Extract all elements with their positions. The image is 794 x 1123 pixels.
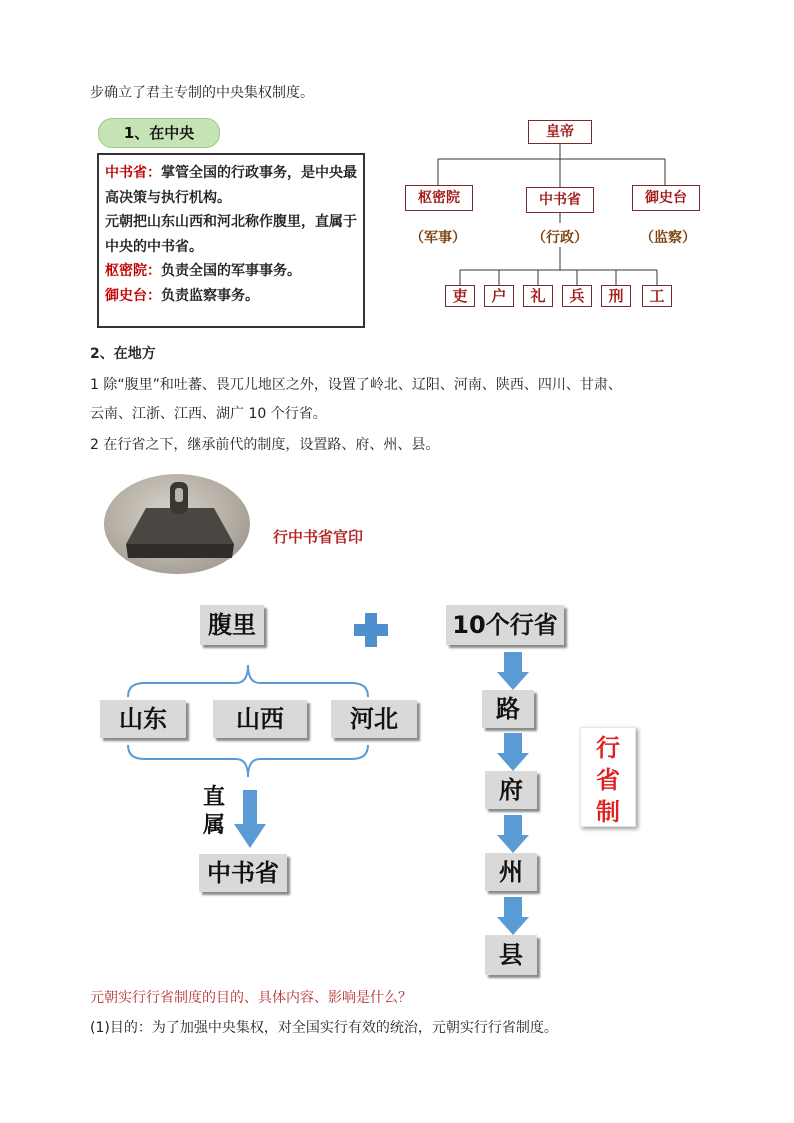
ministry-box: 吏 [445,285,475,307]
seal-caption: 行中书省官印 [273,528,364,546]
local-point1-line1: 1 除“腹里”和吐蕃、畏兀儿地区之外，设置了岭北、辽阳、河南、陕西、四川、甘肃、 [90,377,622,393]
ministry-box: 礼 [523,285,553,307]
direct-label-2: 属 [203,813,226,838]
ministry-box: 兵 [562,285,592,307]
down-arrow-icon [496,897,530,937]
xingsheng-char-1: 行 [596,734,620,762]
yushi-term: 御史台： [105,287,161,304]
level-box: 州 [485,853,537,891]
ten-provinces-box: 10个行省 [446,605,564,645]
branch-box-zhongshu: 中书省 [526,187,594,213]
down-arrow-icon [496,815,530,855]
level-box: 县 [485,935,537,975]
central-heading-pill: 1、在中央 [98,118,220,148]
down-arrow-icon [496,652,530,692]
branch-box-yushi: 御史台 [632,185,700,211]
branch-role-supervision: （监察） [640,230,696,246]
plus-icon [352,611,390,649]
local-point1-line2: 云南、江浙、江西、湖广 10 个行省。 [90,406,327,422]
intro-line: 步确立了君主专制的中央集权制度。 [90,85,314,101]
central-definition-box [97,153,365,328]
zhongshu-term: 中书省： [105,165,161,181]
shumi-definition [105,259,357,284]
down-arrow-icon [496,733,530,773]
level-box: 路 [482,690,534,728]
emperor-box: 皇帝 [528,120,592,144]
shumi-term: 枢密院： [105,263,161,279]
ministry-box: 刑 [601,285,631,307]
question-line: 元朝实行行省制度的目的、具体内容、影响是什么？ [90,990,412,1006]
yushi-definition [105,284,357,309]
level-box: 府 [485,771,537,809]
province-box: 河北 [331,700,417,738]
ministry-box: 户 [484,285,514,307]
local-heading: 2、在地方 [90,346,156,362]
local-point2: 2 在行省之下，继承前代的制度，设置路、府、州、县。 [90,437,440,453]
answer-line-1: (1)目的：为了加强中央集权，对全国实行有效的统治，元朝实行行省制度。 [90,1020,558,1036]
ministry-box: 工 [642,285,672,307]
shumi-desc: 负责全国的军事事务。 [161,263,301,279]
province-box: 山东 [100,700,186,738]
zhongshu-definition [105,161,357,210]
branch-role-admin: （行政） [532,230,588,246]
org-chart [380,115,700,315]
zhongshu-desc: 掌管全国的行政事务，是中央最高决策与执行机构。 [105,165,357,206]
fuli-note: 元朝把山东山西和河北称作腹里，直属于中央的中书省。 [105,214,357,255]
branch-box-shumi: 枢密院 [405,185,473,211]
xingsheng-char-2: 省 [596,766,620,794]
seal-drawing [104,474,250,574]
zhongshu-target-box: 中书省 [199,854,287,892]
down-arrow-icon [233,790,267,850]
seal-photo [104,474,250,574]
province-box: 山西 [213,700,307,738]
direct-label-1: 直 [203,785,226,810]
xingsheng-system-card [580,727,636,827]
branch-role-military: （军事） [410,230,466,246]
fuli-box: 腹里 [200,605,264,645]
xingsheng-char-3: 制 [596,798,620,826]
yushi-desc: 负责监察事务。 [161,287,259,304]
